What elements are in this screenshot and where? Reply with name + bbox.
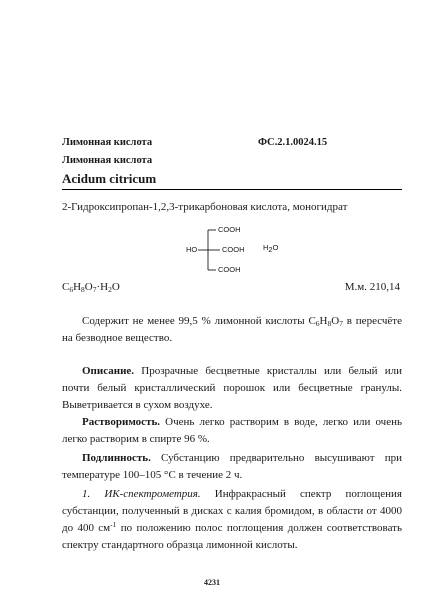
description-label: Описание. — [82, 365, 135, 377]
ir-paragraph: 1. ИК-спектрометрия. Инфракрасный спектр поглощения субстанции, полученный в дисках с калия бромидом, в области от 4000 до 400 $см^{-1}$ по положению полос поглощения должен соответствовать спектру стандартного образца лимонной кислоты. — [62, 488, 402, 551]
header-rule — [62, 189, 402, 190]
chemical-name: 2-Гидроксипропан-1,2,3-трикарбоновая кислота, моногидрат — [62, 201, 348, 213]
water-label: $H_2O$ — [263, 243, 279, 254]
molecular-mass: М.м. 210,14 — [344, 281, 400, 293]
cooh-mid-label: COOH — [222, 245, 245, 254]
content-paragraph: Содержит не менее 99,5 % лимонной кислоты $C_6H_8O_7$ в пересчёте на безводное вещество. — [62, 315, 402, 344]
cooh-top-label: COOH — [218, 225, 241, 234]
monograph-latin-name: Acidum citricum — [62, 171, 157, 186]
molecular-formula: $C_6H_8O_7\cdot H_2O$ — [62, 281, 120, 294]
monograph-title-ru-second: Лимонная кислота — [62, 155, 153, 166]
authenticity-label: Подлинность. — [82, 452, 151, 464]
solubility-paragraph: Растворимость. Очень легко растворим в воде, легко или очень легко растворим в спирте 96 %. — [62, 416, 402, 445]
page-number: 4231 — [204, 578, 220, 587]
ho-label: HO — [186, 245, 198, 254]
solubility-label: Растворимость. — [82, 416, 161, 428]
cooh-bottom-label: COOH — [218, 265, 241, 274]
description-paragraph: Описание. Прозрачные бесцветные кристаллы или белый или почти белый кристаллический порошок или бесцветные гранулы. Выветривается в сухом воздухе. — [62, 365, 402, 411]
authenticity-paragraph: Подлинность. Субстанцию предварительно высушивают при температуре 100–105 °С в течение 2 ч. — [62, 452, 402, 481]
monograph-code: ФС.2.1.0024.15 — [258, 137, 328, 148]
monograph-title-ru: Лимонная кислота — [62, 137, 153, 148]
ir-label: 1. ИК-спектрометрия. — [82, 488, 201, 500]
